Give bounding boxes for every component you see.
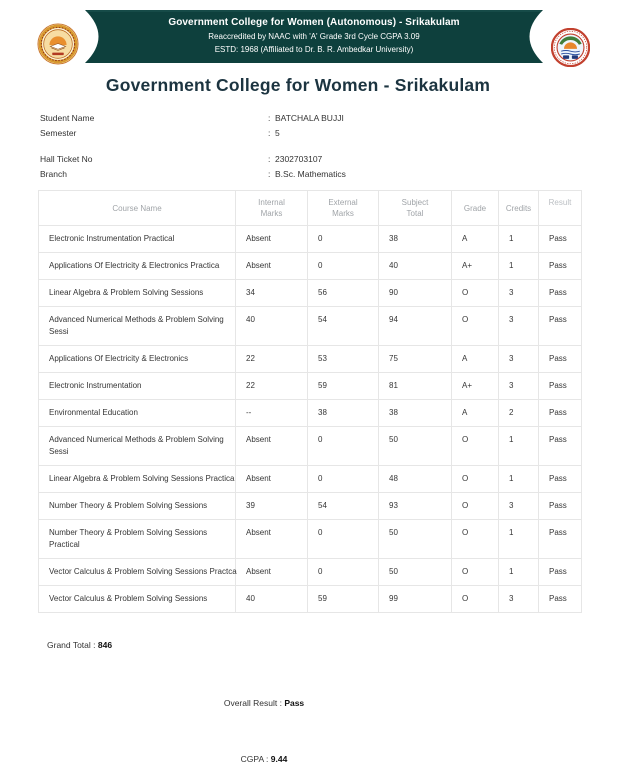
university-red-seal-icon [551, 28, 590, 67]
internal-marks-cell: -- [236, 400, 308, 427]
internal-marks-cell: Absent [236, 253, 308, 280]
college-gold-seal-icon [37, 23, 79, 65]
grand-total-label: Grand Total : [47, 640, 96, 650]
result-cell: Pass [539, 520, 582, 559]
student-name-label: Student Name [40, 112, 95, 123]
grade-cell: A [452, 346, 499, 373]
col-header-subject-total: Subject Total [379, 191, 452, 226]
subject-total-cell: 75 [379, 346, 452, 373]
grade-cell: A+ [452, 373, 499, 400]
student-info [40, 110, 346, 181]
col-header-grade: Grade [452, 191, 499, 226]
course-name-cell: Linear Algebra & Problem Solving Sessions [39, 280, 236, 307]
grade-cell: O [452, 466, 499, 493]
external-marks-cell: 53 [308, 346, 379, 373]
result-cell: Pass [539, 346, 582, 373]
external-marks-cell: 0 [308, 559, 379, 586]
credits-cell: 3 [499, 493, 539, 520]
header-banner [85, 10, 543, 63]
internal-marks-cell: Absent [236, 559, 308, 586]
external-marks-cell: 54 [308, 307, 379, 346]
internal-marks-cell: Absent [236, 226, 308, 253]
grade-cell: O [452, 427, 499, 466]
hall-ticket-value: 2302703107 [275, 153, 323, 164]
internal-marks-cell: 22 [236, 346, 308, 373]
col-header-external: External Marks [308, 191, 379, 226]
cgpa-label: CGPA : [240, 754, 269, 764]
semester-label: Semester [40, 127, 77, 138]
external-marks-cell: 59 [308, 373, 379, 400]
external-marks-cell: 54 [308, 493, 379, 520]
result-cell: Pass [539, 427, 582, 466]
result-cell: Pass [539, 307, 582, 346]
credits-cell: 3 [499, 586, 539, 613]
branch-row: Branch : B.Sc. Mathematics [40, 168, 346, 179]
col-header-credits: Credits [499, 191, 539, 226]
result-cell: Pass [539, 400, 582, 427]
internal-marks-cell: Absent [236, 466, 308, 493]
external-marks-cell: 0 [308, 226, 379, 253]
cgpa-value: 9.44 [270, 754, 288, 764]
student-name-row: Student Name : BATCHALA BUJJI [40, 112, 344, 123]
result-cell: Pass [539, 493, 582, 520]
semester-row: Semester : 5 [40, 127, 280, 138]
credits-cell: 1 [499, 520, 539, 559]
table-row [39, 226, 582, 253]
result-cell: Pass [539, 253, 582, 280]
course-name-cell: Number Theory & Problem Solving Sessions [39, 493, 236, 520]
course-name-cell: Electronic Instrumentation Practical [39, 226, 236, 253]
course-name-cell: Number Theory & Problem Solving Sessions Practical [39, 520, 236, 559]
internal-marks-cell: Absent [236, 427, 308, 466]
grand-total-value: 846 [97, 640, 113, 650]
table-row [39, 427, 582, 466]
subject-total-cell: 99 [379, 586, 452, 613]
credits-cell: 1 [499, 427, 539, 466]
subject-total-cell: 40 [379, 253, 452, 280]
external-marks-cell: 0 [308, 427, 379, 466]
internal-marks-cell: Absent [236, 520, 308, 559]
internal-marks-cell: 40 [236, 586, 308, 613]
table-row [39, 307, 582, 346]
banner-estd: ESTD: 1968 (Affiliated to Dr. B. R. Ambedkar University) [214, 45, 414, 54]
table-row [39, 373, 582, 400]
result-cell: Pass [539, 466, 582, 493]
overall-result-label: Overall Result : [223, 698, 282, 708]
grade-cell: A+ [452, 253, 499, 280]
page-title: Government College for Women - Srikakulam [105, 75, 491, 95]
subject-total-cell: 93 [379, 493, 452, 520]
table-row [39, 466, 582, 493]
student-name-value: BATCHALA BUJJI [275, 112, 344, 123]
col-header-course: Course Name [39, 191, 236, 226]
result-cell: Pass [539, 226, 582, 253]
external-marks-cell: 56 [308, 280, 379, 307]
course-name-cell: Vector Calculus & Problem Solving Sessions [39, 586, 236, 613]
result-cell: Pass [539, 559, 582, 586]
hall-ticket-row: Hall Ticket No : 2302703107 [40, 153, 323, 164]
course-name-cell: Advanced Numerical Methods & Problem Solving Sessi [39, 427, 236, 466]
course-name-cell: Vector Calculus & Problem Solving Sessions Practca [39, 559, 236, 586]
cgpa [0, 754, 528, 764]
grade-cell: A [452, 226, 499, 253]
credits-cell: 3 [499, 373, 539, 400]
table-row [39, 280, 582, 307]
credits-cell: 2 [499, 400, 539, 427]
table-row [39, 493, 582, 520]
grade-cell: O [452, 280, 499, 307]
overall-result-value: Pass [284, 698, 305, 708]
credits-cell: 1 [499, 253, 539, 280]
table-row [39, 586, 582, 613]
external-marks-cell: 0 [308, 520, 379, 559]
internal-marks-cell: 22 [236, 373, 308, 400]
results-table [38, 190, 582, 613]
subject-total-cell: 90 [379, 280, 452, 307]
overall-result [0, 698, 528, 708]
branch-label: Branch [40, 168, 67, 179]
credits-cell: 3 [499, 280, 539, 307]
grade-cell: O [452, 520, 499, 559]
subject-total-cell: 81 [379, 373, 452, 400]
course-name-cell: Environmental Education [39, 400, 236, 427]
internal-marks-cell: 40 [236, 307, 308, 346]
result-cell: Pass [539, 373, 582, 400]
external-marks-cell: 59 [308, 586, 379, 613]
internal-marks-cell: 34 [236, 280, 308, 307]
grand-total [47, 640, 112, 650]
table-row [39, 400, 582, 427]
grade-cell: O [452, 307, 499, 346]
table-row [39, 520, 582, 559]
banner-accreditation: Reaccredited by NAAC with 'A' Grade 3rd Cycle CGPA 3.09 [208, 32, 420, 41]
grade-cell: O [452, 586, 499, 613]
internal-marks-cell: 39 [236, 493, 308, 520]
course-name-cell: Advanced Numerical Methods & Problem Solving Sessi [39, 307, 236, 346]
table-row [39, 253, 582, 280]
banner-title: Government College for Women (Autonomous) - Srikakulam [168, 17, 460, 28]
col-header-result: Result [539, 191, 582, 226]
col-header-internal: Internal Marks [236, 191, 308, 226]
credits-cell: 1 [499, 466, 539, 493]
table-row [39, 346, 582, 373]
table-header-row [39, 191, 582, 226]
subject-total-cell: 38 [379, 226, 452, 253]
subject-total-cell: 48 [379, 466, 452, 493]
credits-cell: 3 [499, 346, 539, 373]
subject-total-cell: 38 [379, 400, 452, 427]
semester-value: 5 [275, 127, 280, 138]
subject-total-cell: 50 [379, 427, 452, 466]
course-name-cell: Applications Of Electricity & Electronics [39, 346, 236, 373]
course-name-cell: Linear Algebra & Problem Solving Sessions Practica [39, 466, 236, 493]
grade-cell: O [452, 559, 499, 586]
subject-total-cell: 50 [379, 559, 452, 586]
credits-cell: 1 [499, 226, 539, 253]
credits-cell: 3 [499, 307, 539, 346]
credits-cell: 1 [499, 559, 539, 586]
course-name-cell: Electronic Instrumentation [39, 373, 236, 400]
hall-ticket-label: Hall Ticket No [40, 153, 93, 164]
external-marks-cell: 38 [308, 400, 379, 427]
results-table-body [39, 226, 582, 613]
grade-cell: A [452, 400, 499, 427]
grade-cell: O [452, 493, 499, 520]
subject-total-cell: 94 [379, 307, 452, 346]
table-row [39, 559, 582, 586]
subject-total-cell: 50 [379, 520, 452, 559]
branch-value: B.Sc. Mathematics [275, 168, 346, 179]
external-marks-cell: 0 [308, 253, 379, 280]
external-marks-cell: 0 [308, 466, 379, 493]
result-cell: Pass [539, 280, 582, 307]
course-name-cell: Applications Of Electricity & Electronics Practica [39, 253, 236, 280]
banner-text [85, 10, 543, 63]
result-cell: Pass [539, 586, 582, 613]
